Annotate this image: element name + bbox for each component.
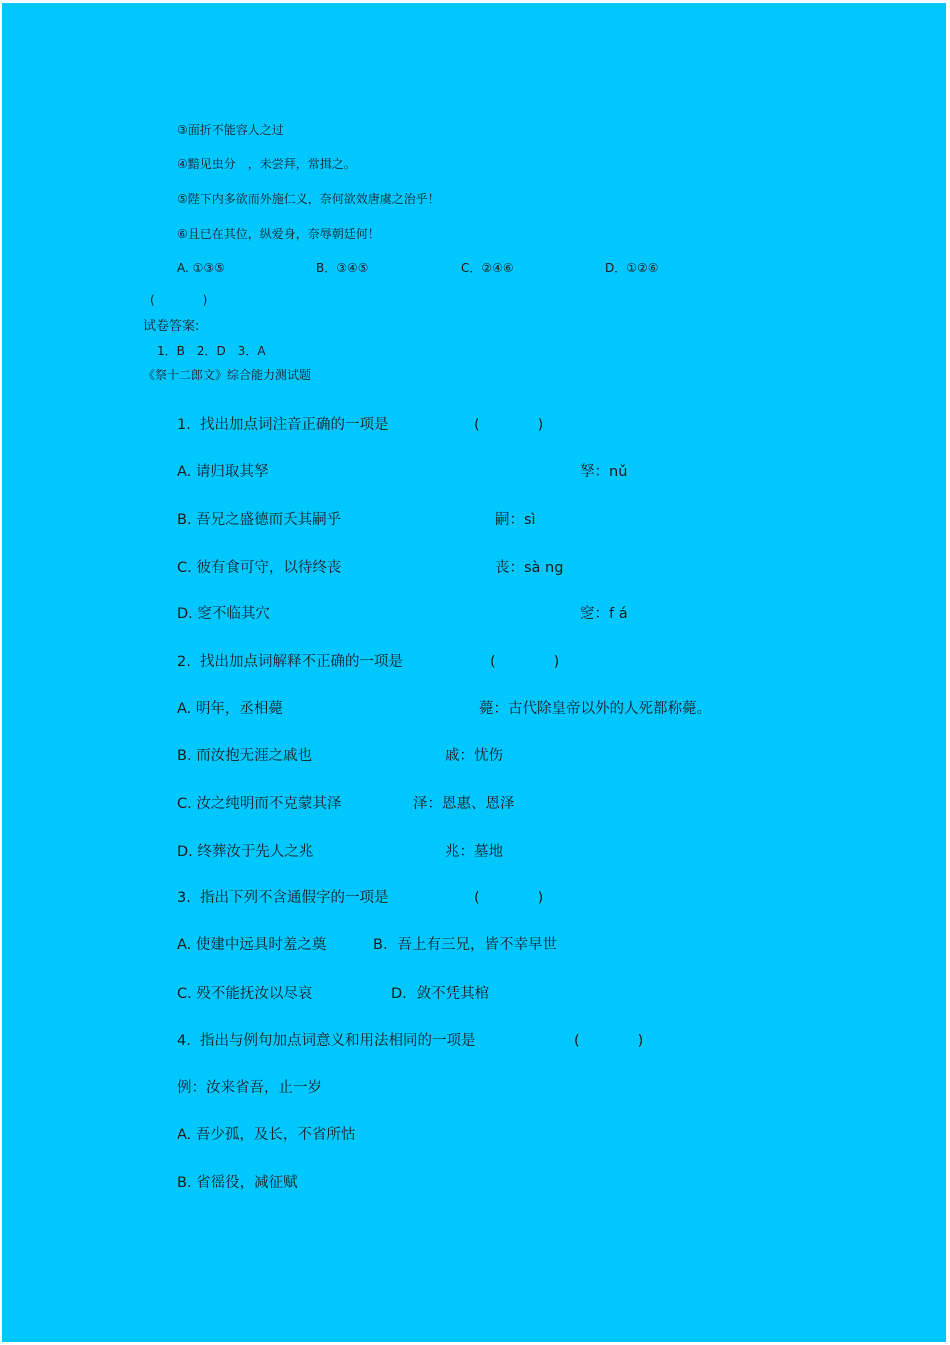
previous-item-3: ③面折不能容人之过 <box>177 123 284 137</box>
q1-option-c-note: 丧：sà ng <box>495 560 564 576</box>
previous-item-6: ⑥且已在其位，纵爱身，奈辱朝廷何！ <box>177 227 380 241</box>
q3-option-c: C. 殁不能抚汝以尽哀 <box>177 986 313 1002</box>
q3-option-d: D．敛不凭其棺 <box>391 986 490 1002</box>
q3-stem: 3. 指出下列不含通假字的一项是 <box>177 890 389 906</box>
previous-option-d: D．①②⑥ <box>605 261 659 275</box>
q3-paren: ( ) <box>474 890 544 906</box>
previous-item-4: ④黯见虫分 ，未尝拜，常揖之。 <box>177 157 356 171</box>
previous-item-5: ⑤陛下内多欲而外施仁义，奈何欲效唐虞之治乎！ <box>177 192 440 206</box>
q1-option-a-note: 孥：nǔ <box>580 464 628 480</box>
q2-option-c-note: 泽：恩惠、恩泽 <box>413 796 515 812</box>
answers-heading: 试卷答案: <box>143 319 200 334</box>
q2-paren: ( ) <box>490 654 560 670</box>
q2-option-b-note: 戚：忧伤 <box>445 748 503 764</box>
q4-example: 例：汝来省吾，止一岁 <box>177 1080 322 1096</box>
test-title: 《祭十二郎文》综合能力测试题 <box>143 368 312 382</box>
q1-stem: 1. 找出加点词注音正确的一项是 <box>177 417 389 433</box>
q4-stem: 4. 指出与例句加点词意义和用法相同的一项是 <box>177 1033 476 1049</box>
q1-option-b-note: 嗣：sì <box>495 512 536 528</box>
q4-paren: ( ) <box>574 1033 644 1049</box>
q2-option-a: A. 明年，丞相薨 <box>177 701 283 717</box>
q1-option-d-note: 窆：f á <box>580 606 628 622</box>
document-page <box>2 3 946 1342</box>
q4-option-b: B. 省徭役，减征赋 <box>177 1175 298 1191</box>
answers-text: 1．B 2．D 3．A <box>157 344 266 358</box>
q2-option-b: B. 而汝抱无涯之戚也 <box>177 748 313 764</box>
previous-option-c: C．②④⑥ <box>461 261 514 275</box>
q1-option-d: D. 窆不临其穴 <box>177 606 270 622</box>
q2-option-d-note: 兆：墓地 <box>445 844 503 860</box>
q1-option-a: A. 请归取其孥 <box>177 464 269 480</box>
previous-option-a: A. ①③⑤ <box>177 261 225 275</box>
q1-option-b: B. 吾兄之盛德而夭其嗣乎 <box>177 512 342 528</box>
q4-option-a: A. 吾少孤，及长，不省所怙 <box>177 1127 356 1143</box>
previous-answer-blank: ( ) <box>150 293 208 307</box>
q3-option-a: A. 使建中远具时羞之奠 <box>177 937 327 953</box>
q2-option-c: C. 汝之纯明而不克蒙其泽 <box>177 796 342 812</box>
q3-option-b: B．吾上有三兄，皆不幸早世 <box>373 937 557 953</box>
q2-option-a-note: 薨：古代除皇帝以外的人死都称薨。 <box>479 701 711 717</box>
q2-stem: 2. 找出加点词解释不正确的一项是 <box>177 654 404 670</box>
q1-option-c: C. 彼有食可守，以待终丧 <box>177 560 342 576</box>
q2-option-d: D. 终葬汝于先人之兆 <box>177 844 314 860</box>
q1-paren: ( ) <box>474 417 544 433</box>
previous-option-b: B．③④⑤ <box>316 261 369 275</box>
